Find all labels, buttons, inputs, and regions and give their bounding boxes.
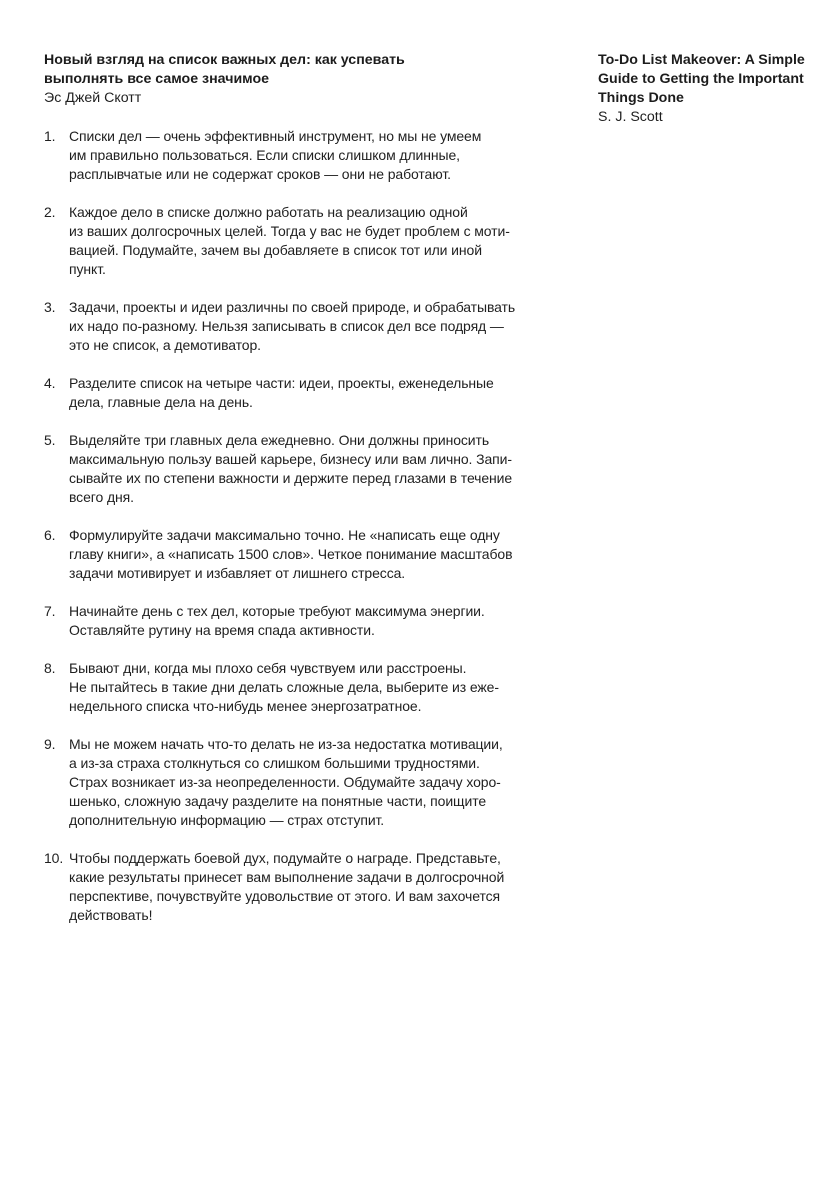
item-text: Начинайте день с тех дел, которые требуют максимума энергии. Оставляйте рутину на время спада активности. bbox=[69, 603, 485, 638]
item-number: 8. bbox=[44, 660, 56, 676]
russian-summary-column bbox=[44, 51, 564, 944]
item-number: 1. bbox=[44, 128, 56, 144]
item-number: 6. bbox=[44, 527, 56, 543]
item-text: Формулируйте задачи максимально точно. Не «написать еще одну главу книги», а «написать 1500 слов». Четкое понимание масштабов задачи мотивирует и избавляет от лишнего стресса. bbox=[69, 527, 513, 581]
list-item bbox=[44, 203, 564, 279]
item-number: 7. bbox=[44, 603, 56, 619]
item-number: 10. bbox=[44, 850, 64, 866]
item-number: 9. bbox=[44, 736, 56, 752]
list-item bbox=[44, 298, 564, 355]
item-number: 2. bbox=[44, 204, 56, 220]
item-text: Мы не можем начать что-то делать не из-за недостатка мотивации, а из-за страха столкнуться со слишком большими трудностями. Страх возникает из-за неопределенности. Обдумайте задачу хоро- шенько, сложную задачу разделите на понятные части, поищите дополнительную информацию — страх отступит. bbox=[69, 736, 503, 828]
book-author-en: S. J. Scott bbox=[598, 109, 663, 125]
book-title-en: To-Do List Makeover: A Simple Guide to Getting the Important Things Done bbox=[598, 52, 805, 106]
item-number: 4. bbox=[44, 375, 56, 391]
list-item bbox=[44, 431, 564, 507]
book-author-ru: Эс Джей Скотт bbox=[44, 90, 142, 106]
book-title-ru: Новый взгляд на список важных дел: как успевать выполнять все самое значимое bbox=[44, 52, 405, 87]
item-text: Выделяйте три главных дела ежедневно. Они должны приносить максимальную пользу вашей карьере, бизнесу или вам лично. Запи- сывайте их по степени важности и держите перед глазами в течение всего дня. bbox=[69, 432, 513, 505]
item-number: 3. bbox=[44, 299, 56, 315]
item-text: Чтобы поддержать боевой дух, подумайте о награде. Представьте, какие результаты принесет вам выполнение задачи в долгосрочной перспективе, почувствуйте удовольствие от этого. И вам захочется действовать! bbox=[69, 850, 505, 923]
english-title-column bbox=[598, 51, 818, 127]
list-item bbox=[44, 849, 564, 925]
item-text: Каждое дело в списке должно работать на реализацию одной из ваших долгосрочных целей. Тогда у вас не будет проблем с моти- вацией. Подумайте, зачем вы добавляете в список тот или иной пункт. bbox=[69, 204, 510, 277]
item-number: 5. bbox=[44, 432, 56, 448]
summary-list bbox=[44, 127, 564, 925]
list-item bbox=[44, 602, 564, 640]
list-item bbox=[44, 659, 564, 716]
list-item bbox=[44, 127, 564, 184]
item-text: Разделите список на четыре части: идеи, проекты, еженедельные дела, главные дела на день. bbox=[69, 375, 494, 410]
list-item bbox=[44, 735, 564, 830]
item-text: Задачи, проекты и идеи различны по своей природе, и обрабатывать их надо по-разному. Нельзя записывать в список дел все подряд — это не список, а демотиватор. bbox=[69, 299, 516, 353]
list-item bbox=[44, 526, 564, 583]
item-text: Списки дел — очень эффективный инструмент, но мы не умеем им правильно пользоваться. Если списки слишком длинные, расплывчатые или не содержат сроков — они не работают. bbox=[69, 128, 482, 182]
item-text: Бывают дни, когда мы плохо себя чувствуем или расстроены. Не пытайтесь в такие дни делать сложные дела, выберите из еже- недельного списка что-нибудь менее энергозатратное. bbox=[69, 660, 499, 714]
list-item bbox=[44, 374, 564, 412]
